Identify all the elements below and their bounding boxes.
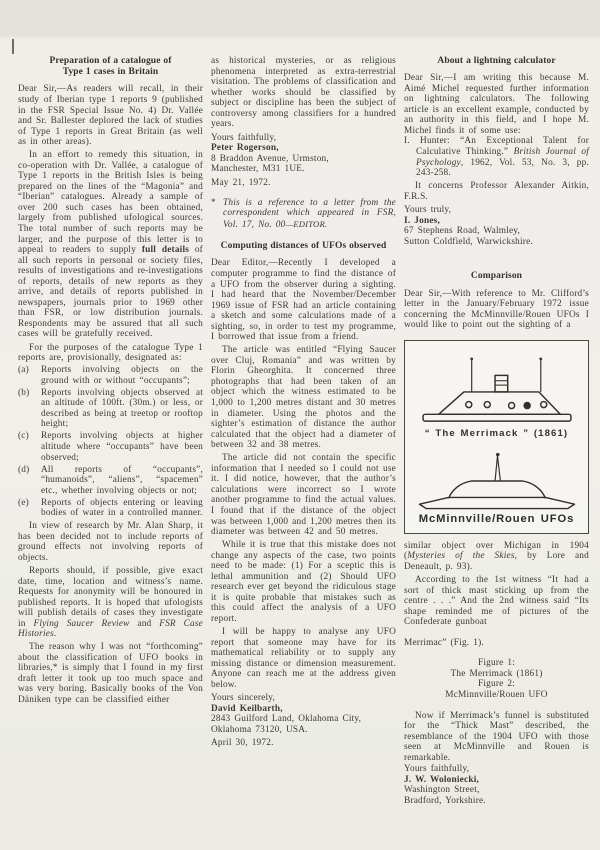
list-item-label: (d): [18, 464, 30, 475]
paragraph: For the purposes of the catalogue Type 1 reports are, provisionally, designated as:: [18, 342, 203, 364]
signature-name: Peter Rogerson,: [211, 143, 279, 154]
letter-title-comparison: Comparison: [470, 271, 523, 282]
caption-line: McMinnville/Rouen UFO: [445, 690, 548, 700]
caption-line: Figure 2:: [477, 679, 516, 690]
list-item-label: (b): [18, 387, 30, 398]
address-line: Bradford, Yorkshire.: [404, 795, 486, 806]
address-line: Washington Street,: [404, 785, 480, 796]
list-item: [18, 365, 203, 386]
address-line: Manchester, M31 1UE.: [211, 164, 305, 175]
three-column-layout: [18, 56, 588, 806]
paragraph: [404, 541, 589, 573]
list-item: [18, 465, 203, 497]
date-line: May 21, 1972.: [211, 178, 271, 189]
list-item-label: (e): [18, 497, 29, 508]
list-item: [18, 431, 203, 463]
editor-footnote: [211, 198, 396, 231]
italic-title: FSR Case Histories: [18, 618, 203, 640]
figure-label-ufo: McMinnville/Rouen UFOs: [418, 513, 575, 526]
address-line: Oklahoma 73120, USA.: [211, 724, 308, 735]
text-run: Reports should, if possible, give exact date, time, location and witness’s name. Requests for anonymity will be honoured in published reports. It is hoped that ufologists will publish details of cases they investigate in: [18, 565, 203, 629]
closing-line: Yours truly,: [404, 205, 452, 216]
column-2: [211, 56, 396, 806]
paragraph: [18, 150, 203, 340]
column-3: [404, 56, 589, 806]
paragraph: According to the 1st witness “It had a sort of thick mast sticking up from the centre . . .” And the 2nd witness said “Its shape reminded me of pictures of the Confederate gunboat: [404, 575, 589, 628]
footnote-asterisk: *: [211, 197, 216, 208]
paragraph: Dear Sir,—With reference to Mr. Clifford’s letter in the January/February 1972 issue concerning the McMinnville/Rouen UFOs I would like to point out the sighting of a: [404, 288, 589, 331]
caption-line: Figure 1:: [477, 658, 516, 669]
ufo-drawing: [414, 449, 580, 511]
text-run: I. Hunter: “An Exceptional Talent for Calculative Thinking.”: [404, 136, 589, 158]
list-item-label: (a): [18, 365, 29, 376]
paragraph: Merrimac” (Fig. 1).: [404, 637, 484, 648]
signature-name: David Keilbarth,: [211, 703, 283, 714]
paragraph: as historical mysteries, or as religious phenomena interpreted as extra-terrestrial visitation. The problems of classification and whether works should be classified by subject or discipline has been the subject of controversy among classifiers for a hundred years.: [211, 56, 396, 130]
list-item-text: Reports involving objects at higher altitude where “occupants” have been observed;: [41, 431, 203, 463]
closing-line: Yours faithfully,: [404, 764, 470, 775]
italic-journal: British Journal of Psychology: [416, 147, 589, 168]
reference-entry: [404, 136, 589, 178]
text-run: and: [129, 618, 160, 629]
list-item: [18, 388, 203, 430]
comparison-figure: [404, 340, 589, 534]
list-item-text: Reports involving objects on the ground with or without “occupants”;: [41, 365, 203, 386]
list-item-label: (c): [18, 431, 29, 442]
type1-classification-list: [18, 365, 203, 519]
caption-line: The Merrimack (1861): [450, 668, 543, 679]
paragraph: In view of research by Mr. Alan Sharp, it has been decided not to include reports of ground effects not involving reports of objects.: [18, 521, 203, 563]
text-run: similar object over Michigan in 1904 (: [404, 540, 589, 562]
paragraph: Dear Sir,—I am writing this because M. Aimé Michel requested further information on lightning calculators. The following article is an excellent example, conducted by an authority in this field, and I hope M. Michel finds it of some use:: [404, 73, 589, 136]
footnote-editor: —EDITOR.: [285, 218, 328, 229]
paragraph: The article was entitled “Flying Saucer over Cluj, Romania” and was written by Florin Gheorghita. It concerned three photographs that had been taken of an object which the witness estimated to be 1,000 to 1,200 metres distant and 30 metres in diameter. Using the photos and the sighter’s estimation of distance the author calculated that the object had a diameter of between 32 and 38 metres.: [211, 345, 396, 451]
italic-title: Mysteries of the Skies: [407, 551, 515, 562]
letter-title-lightning: About a lightning calculator: [437, 56, 556, 66]
italic-title: Flying Saucer Review: [33, 618, 130, 629]
signature-name: I. Jones,: [404, 215, 441, 226]
list-item: [18, 498, 203, 519]
list-item-text: All reports of “occupants”, “humanoids”, “aliens”, “spacemen” etc., whether involving objects or not;: [41, 464, 203, 496]
paragraph: Dear Editor,—Recently I developed a computer programme to find the distance of a UFO from the observer during a sighting. I had heard that the November/December 1969 issue of FSR had an article containing a sketch and some calculations made of a sighting, so, in order to test my programme, I borrowed that issue from a friend.: [211, 258, 396, 343]
address-line: 8 Braddon Avenue, Urmston,: [211, 153, 329, 164]
paragraph: While it is true that this mistake does not change any aspects of the case, two points need to be made: (1) For a sceptic this is lethal ammunition and (2) Should UFO research ever get beyond the ridiculous stage it is quite probable that mistakes such as this could affect the analysis of a UFO report.: [211, 540, 396, 624]
merrimack-drawing: [414, 353, 580, 425]
bold-text: full details: [141, 245, 190, 256]
address-line: 2843 Guilford Land, Oklahoma City,: [211, 714, 362, 725]
paragraph: The article did not contain the specific information that I needed so I could not use it. I did notice, however, that the author’s calculations were incorrect so I wrote another programme to find the actual values. I found that if the distance of the object was between 1,000 and 1,200 metres then its diameter was between 42 and 50 metres.: [211, 453, 396, 538]
figure-label-merrimack: “ The Merrimack ” (1861): [424, 427, 569, 439]
signature-name: J. W. Woloniecki,: [404, 774, 479, 785]
closing-line: Yours faithfully,: [211, 132, 277, 143]
list-item-text: Reports of objects entering or leaving bodies of water in a controlled manner.: [41, 497, 203, 519]
closing-line: Yours sincerely,: [211, 693, 275, 704]
text-run: of all such reports in personal or society files, results of investigations and re-investigations of reports, details of new reports as they arrive, and details of reports published in newspapers, journals prior to 1969 other than FSR, or low distribution journals. Respondents may be assured that all such cases will be gratefully received.: [18, 245, 203, 340]
paragraph: It concerns Professor Alexander Aitkin, F.R.S.: [404, 181, 589, 202]
text-run: , 1962, Vol. 53, No. 3, pp. 243-258.: [416, 157, 589, 179]
address-line: 67 Stephens Road, Walmley,: [404, 226, 521, 237]
column-1: [18, 56, 203, 806]
paragraph: I will be happy to analyse any UFO report that someone may have for its mathematical reliability or to supply any missing distance or dimension measurement. Anyone can reach me at the address given below.: [211, 627, 396, 690]
address-line: Sutton Coldfield, Warwickshire.: [404, 236, 533, 247]
letter-title-computing: Computing distances of UFOs observed: [220, 241, 387, 252]
heading-line: Preparation of a catalogue of: [49, 56, 172, 66]
text-run: , by Lore and Deneault, p. 93).: [404, 551, 589, 573]
text-run: .: [53, 629, 57, 640]
date-line: April 30, 1972.: [211, 738, 274, 749]
paragraph: Now if Merrimack’s funnel is substituted for the “Thick Mast” described, the resemblance of the 1904 UFO with those seen at McMinnville and Rouen is remarkable.: [404, 710, 589, 763]
footnote-text: This is a reference to a letter from the correspondent which appeared in FSR, Vol. 17, No. 00: [223, 197, 396, 230]
paragraph: Dear Sir,—As readers will recall, in their study of Iberian type 1 reports 9 (published in the FSR Special Issue No. 4) Dr. Vallée and Sr. Ballester deplored the lack of studies of Type 1 reports in Great Britain (as well as in other areas).: [18, 84, 203, 148]
paragraph: The reason why I was not “forthcoming” about the classification of UFO books in libraries,* is simply that I found in my first draft letter it took up too much space and was very boring. Basically books of the Von Däniken type can be classified either: [18, 642, 203, 706]
list-item-text: Reports involving objects observed at an altitude of 100ft. (30m.) or less, or described as being at treetop or rooftop height;: [41, 387, 203, 430]
text-run: In an effort to remedy this situation, in co-operation with Dr. Vallée, a catalogue of Type 1 reports in the British Isles is being prepared on the lines of the “Magonia” and “Iberian” catalogues. Already a sample of over 200 such cases has been obtained, largely from published ufological sources. The total number of such reports may be larger, and the purpose of this letter is to appeal to readers to supply: [18, 150, 203, 256]
paragraph: [18, 566, 203, 640]
letter-title-catalogue: [18, 56, 203, 78]
figure-caption-list: [404, 658, 589, 700]
scan-artifact: [12, 39, 14, 54]
heading-line: Type 1 cases in Britain: [62, 67, 159, 78]
